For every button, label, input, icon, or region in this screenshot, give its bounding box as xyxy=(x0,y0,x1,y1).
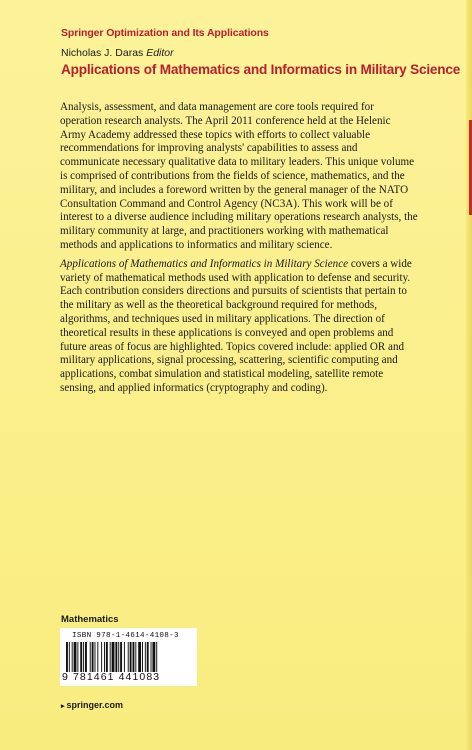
barcode-bar xyxy=(135,642,136,672)
barcode-bar xyxy=(128,642,129,672)
barcode-bar xyxy=(130,642,132,672)
barcode-bar xyxy=(80,642,82,672)
barcode-bar xyxy=(145,642,146,672)
editor-name: Nicholas J. Daras xyxy=(61,47,144,59)
description xyxy=(60,101,418,396)
series-name: Springer Optimization and Its Applications xyxy=(61,27,269,39)
barcode-bar xyxy=(156,642,157,672)
barcode xyxy=(66,642,192,672)
barcode-bar xyxy=(69,642,70,672)
publisher-url xyxy=(61,700,123,710)
barcode-bar xyxy=(124,642,125,672)
barcode-bar xyxy=(92,642,94,672)
barcode-bar xyxy=(152,642,155,672)
barcode-bar xyxy=(133,642,135,672)
barcode-bar xyxy=(142,642,143,672)
barcode-bar xyxy=(115,642,117,672)
barcode-bar xyxy=(85,642,87,672)
publisher-url-text: springer.com xyxy=(66,700,124,710)
editor-role: Editor xyxy=(146,47,174,59)
barcode-bar xyxy=(104,642,105,672)
barcode-bar xyxy=(106,642,108,672)
barcode-bar xyxy=(72,642,73,672)
isbn-text: ISBN 978-1-4614-4108-3 xyxy=(72,632,179,640)
description-paragraph-2-text: covers a wide variety of mathematical methods used with application to defense and security. Each contribution considers directions and pursuits of scientists that pertain to the military as well as the theoretical background required for methods, algorithms, and techniques used in military applications. The direction of theoretical results in these applications is conveyed and open problems and future areas of focus are highlighted. Topics covered include: applied OR and military applications, signal processing, scattering, scientific computing and applications, combat simulation and statistical modeling, satellite remote sensing, and applied informatics (cryptography and coding). xyxy=(60,257,412,394)
barcode-bar xyxy=(112,642,115,672)
book-title: Applications of Mathematics and Informatics in Military Science xyxy=(61,62,461,77)
subject-label: Mathematics xyxy=(61,614,119,625)
barcode-bar xyxy=(147,642,149,672)
ean-number: 9 781461 441083 xyxy=(62,671,161,683)
barcode-bar xyxy=(66,642,68,672)
barcode-bar xyxy=(74,642,77,672)
barcode-bar xyxy=(110,642,111,672)
barcode-bar xyxy=(95,642,96,672)
barcode-bar xyxy=(138,642,141,672)
barcode-bar xyxy=(77,642,78,672)
description-paragraph-1: Analysis, assessment, and data management are core tools required for operation research analysts. The April 2011 conference held at the Helenic Army Academy addressed these topics with efforts to collect valuable recommendations for improving analysts' capabilities to assess and communicate necessary qualitative data to military leaders. This unique volume is comprised of contributions from the fields of science, mathematics, and the military, and includes a foreword written by the general manager of the NATO Consultation Command and Control Agency (NC3A). This work will be of interest to a diverse audience including military operations research analysts, the military community at large, and practitioners working with mathematical methods and applications to informatics and military science. xyxy=(60,101,418,251)
barcode-bar xyxy=(151,642,152,672)
arrow-icon: ▸ xyxy=(61,703,65,710)
description-paragraph-2 xyxy=(60,258,418,396)
barcode-bar xyxy=(120,642,122,672)
book-title-italic: Applications of Mathematics and Informatics in Military Science xyxy=(60,257,349,270)
barcode-bar xyxy=(90,642,91,672)
barcode-bar xyxy=(83,642,84,672)
editor-line xyxy=(61,47,174,59)
cover-edge xyxy=(466,0,472,750)
barcode-bar xyxy=(118,642,119,672)
barcode-bar xyxy=(97,642,98,672)
barcode-bar xyxy=(101,642,102,672)
